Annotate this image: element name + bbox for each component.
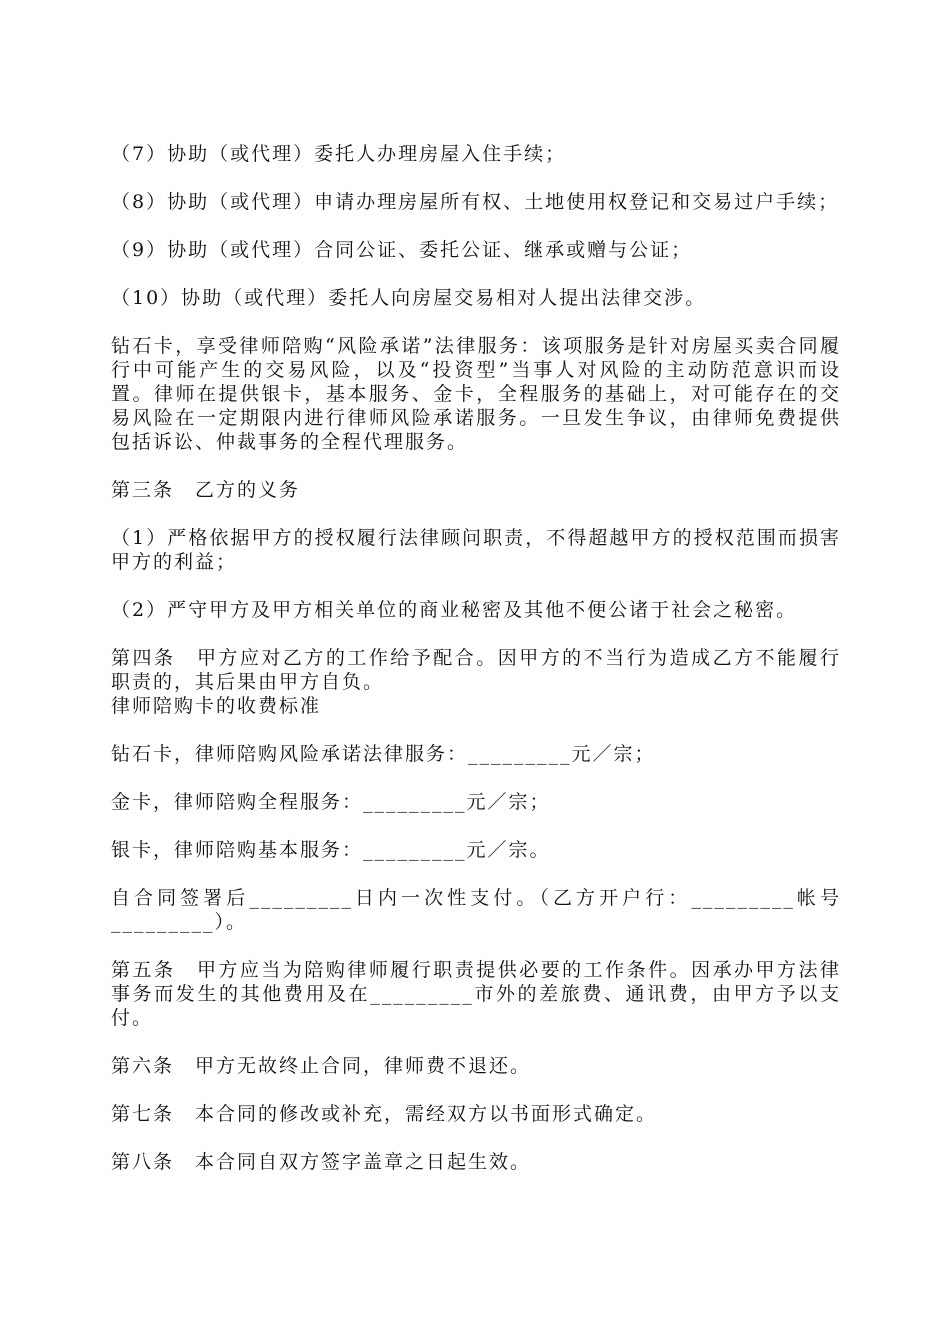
clause-item-9: （9）协助（或代理）合同公证、委托公证、继承或赠与公证；	[111, 239, 693, 261]
diamond-card-description: 钻石卡，享受律师陪购“风险承诺”法律服务：该项服务是针对房屋买卖合同履行中可能产生的交易风险，以及“投资型”当事人对风险的主动防范意识而设置。律师在提供银卡，基本服务、金卡，全程服务的基础上，对可能存在的交易风险在一定期限内进行律师风险承诺服务。一旦发生争议，由律师免费提供包括诉讼、仲裁事务的全程代理服务。	[111, 335, 841, 453]
article-3-heading: 第三条 乙方的义务	[111, 479, 301, 501]
article-8: 第八条 本合同自双方签字盖章之日起生效。	[111, 1151, 532, 1173]
document-body	[111, 142, 841, 1174]
clause-item-10: （10）协助（或代理）委托人向房屋交易相对人提出法律交涉。	[111, 287, 707, 309]
fee-gold-card: 金卡，律师陪购全程服务：_________元／宗；	[111, 791, 551, 813]
clause-item-7: （7）协助（或代理）委托人办理房屋入住手续；	[111, 143, 567, 165]
fee-standard-heading: 律师陪购卡的收费标准	[111, 695, 322, 717]
payment-terms: 自合同签署后_________日内一次性支付。（乙方开户行：_________帐号_________）。	[111, 887, 841, 933]
article-4: 第四条 甲方应对乙方的工作给予配合。因甲方的不当行为造成乙方不能履行职责的，其后果由甲方自负。	[111, 647, 841, 693]
fee-silver-card: 银卡，律师陪购基本服务：_________元／宗。	[111, 839, 551, 861]
article-6: 第六条 甲方无故终止合同，律师费不退还。	[111, 1055, 532, 1077]
obligation-item-1: （1）严格依据甲方的授权履行法律顾问职责，不得超越甲方的授权范围而损害甲方的利益；	[111, 527, 841, 573]
obligation-item-2: （2）严守甲方及甲方相关单位的商业秘密及其他不便公诸于社会之秘密。	[111, 599, 798, 621]
fee-diamond-card: 钻石卡，律师陪购风险承诺法律服务：_________元／宗；	[111, 743, 656, 765]
article-5: 第五条 甲方应当为陪购律师履行职责提供必要的工作条件。因承办甲方法律事务而发生的其他费用及在_________市外的差旅费、通讯费，由甲方予以支付。	[111, 959, 841, 1029]
clause-item-8: （8）协助（或代理）申请办理房屋所有权、土地使用权登记和交易过户手续；	[111, 191, 840, 213]
article-7: 第七条 本合同的修改或补充，需经双方以书面形式确定。	[111, 1103, 658, 1125]
